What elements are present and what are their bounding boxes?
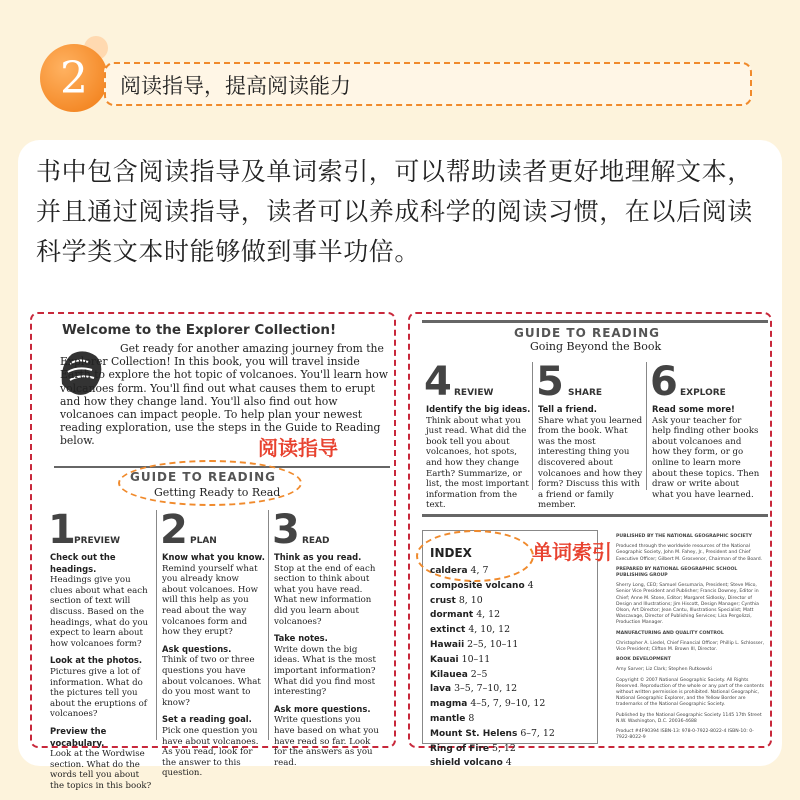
index-entry: magma 4–5, 7, 9–10, 12 [430,698,546,710]
column-divider [268,510,269,740]
step-item-text: Pick one question you have about volcanoes. As you read, look for the answer to this question. [162,725,259,779]
index-entry: shield volcano 4 [430,757,512,769]
intro-paragraph: 书中包含阅读指导及单词索引，可以帮助读者更好地理解文本，并且通过阅读指导，读者可以养成科学的阅读习惯，在以后阅读科学类文本时能够做到事半功倍。 [36,157,753,266]
guide-title: GUIDE TO READING [130,470,277,484]
index-entry: lava 3–5, 7–10, 12 [430,683,518,695]
step-2-number: 2 [160,507,188,553]
index-entry: Mount St. Helens 6–7, 12 [430,727,555,739]
step-item-text: Headings give you clues about what each section of text will discuss. Based on the headings, what do you expect to learn about how volcanoes form? [50,575,149,649]
page-title: Welcome to the Explorer Collection! [62,322,337,338]
step-item-head: Ask questions. [162,643,232,654]
step-4-label: REVIEW [454,388,494,398]
step-item-text: Think of two or three questions you have about volcanoes. What do you most want to know? [162,655,261,708]
step-5-number: 5 [536,359,564,405]
index-entry: extinct 4, 10, 12 [430,624,511,636]
step-item-text: Write down the big ideas. What is the most important information? What did you find most interesting? [274,644,376,698]
step-item-head: Ask more questions. [274,703,371,714]
index-entry: Ring of Fire 5, 12 [430,742,516,754]
step-1-label: PREVIEW [74,536,121,546]
index-entry: Kauai 10–11 [430,653,491,665]
guide-annotation: 阅读指导 [258,436,338,460]
step-item-head: Tell a friend. [538,404,597,414]
step-item-head: Set a reading goal. [162,714,252,725]
step-item-head: Think as you read. [274,552,362,562]
guide-title: GUIDE TO READING [514,326,661,340]
step-item-text: Think about what you just read. What did the book tell you about volcanoes, hot spots, and how they change Earth? Summarize, or list, the most important information from the text. [426,415,529,511]
step-item-head: Read some more! [652,404,735,414]
step-3-column [274,552,382,774]
section-heading: 阅读指导，提高阅读能力 [120,74,351,98]
step-item-text: Ask your teacher for help finding other books about volcanoes and how they form, or go online to learn more about these topics. Then draw or write about what you have learned. [652,415,760,500]
index-entry: composite volcano 4 [430,579,534,591]
index-list [430,564,555,771]
step-item-head: Know what you know. [162,552,265,562]
index-entry: Kilauea 2–5 [430,668,488,680]
step-item-head: Preview the vocabulary. [50,725,107,748]
index-entry: crust 8, 10 [430,594,483,606]
step-item-head: Take notes. [274,633,328,644]
step-6-label: EXPLORE [680,388,726,398]
guide-subtitle: Getting Ready to Read [154,486,281,499]
step-item-head: Identify the big ideas. [426,404,531,414]
step-6-number: 6 [650,359,678,405]
step-4-number: 4 [424,359,452,405]
step-item-text: Look at the Wordwise section. What do the words tell you about the topics in this book? [50,749,152,791]
step-item-text: Share what you learned from the book. What was the most interesting thing you discovered about volcanoes and how they form? Discuss this with a friend or family member. [538,415,643,511]
book-page-left [30,312,396,791]
step-3-number: 3 [272,507,300,553]
step-2-column [162,552,266,785]
column-divider [156,510,157,740]
index-annotation: 单词索引 [532,540,612,564]
step-item-text: Pictures give a lot of information. What do the pictures tell you about the eruptions of volcanoes? [50,666,147,720]
step-item-text: Remind yourself what you already know about volcanoes. How will this help as you read about the way volcanoes form and how they erupt? [162,563,258,638]
intro-text: Get ready for another amazing journey from the Explorer Collection! In this book, you will travel inside Earth to explore the hot topic of volcanoes. You'll learn how volcanoes form. You'll find out what causes them to erupt and how they change land. You'll also find out how volcanoes can impact people. To help plan your newest reading exploration, use the steps in the Guide to Reading below. [60,342,389,448]
index-title: INDEX [430,546,472,560]
section-number-badge: 2 [40,44,108,112]
index-entry: dormant 4, 12 [430,609,501,621]
index-entry: caldera 4, 7 [430,565,489,576]
step-1-column [50,552,154,797]
index-entry: mantle 8 [430,712,475,724]
index-section [408,312,772,769]
step-1-number: 1 [48,507,76,553]
step-item-head: Look at the photos. [50,655,143,666]
step-3-label: READ [302,536,330,546]
step-item-text: Write questions you have based on what you have read so far. Look for the answers as you read. [274,715,379,768]
step-5-label: SHARE [568,388,603,398]
publisher-fine-print: PUBLISHED BY THE NATIONAL GEOGRAPHIC SOCIETY Produced through the worldwide resources of the National Geographic Society, John M. Fahey, Jr., President and Chief Executive Officer; Gilbert M. Grosvenor, Chairman of the Board. PREPARED BY NATIONAL GEOGRAPHIC SCHOOL PUBLISHING GROUP Sherry Long, CEO; Samuel Gesumaria, President; Steve Mico, Senior Vice President and Publisher; Francis Downey, Editor in Chief; Anne M. Stone, Editor; Margaret Sidlosky, Director of Design and Illustrations; Jim Hiscott, Design Manager; Cynthia Olson, Art Director; Jean Cantu, Illustrations Specialist; Matt Wascavage, Director of Publishing Services; Lisa Pergolizzi, Production Manager. MANUFACTURING AND QUALITY CONTROL Christopher A. Liedel, Chief Financial Officer; Phillip L. Schlosser, Vice President; Clifton M. Brown III, Director. BOOK DEVELOPMENT Amy Sarver; Liz Clark; Stephen Rutkowski Copyright © 2007 National Geographic Society. All Rights Reserved. Reproduction of the whole or any part of the contents without written permission is prohibited. National Geographic, National Geographic Explorer, and the Yellow Border are trademarks of the National Geographic Society. Published by the National Geographic Society 1145 17th Street N.W. Washington, D.C. 20036-4688 Product #4F90394 ISBN-13: 978-0-7922-8022-4 ISBN-10: 0-7922-8022-9 [616,534,765,741]
step-item-text: Stop at the end of each section to think about what you have read. What new information did you learn about volcanoes? [274,563,376,627]
guide-subtitle: Going Beyond the Book [530,340,662,353]
step-2-label: PLAN [190,536,217,546]
step-item-head: Check out the headings. [50,552,116,574]
index-entry: Hawaii 2–5, 10–11 [430,638,519,650]
